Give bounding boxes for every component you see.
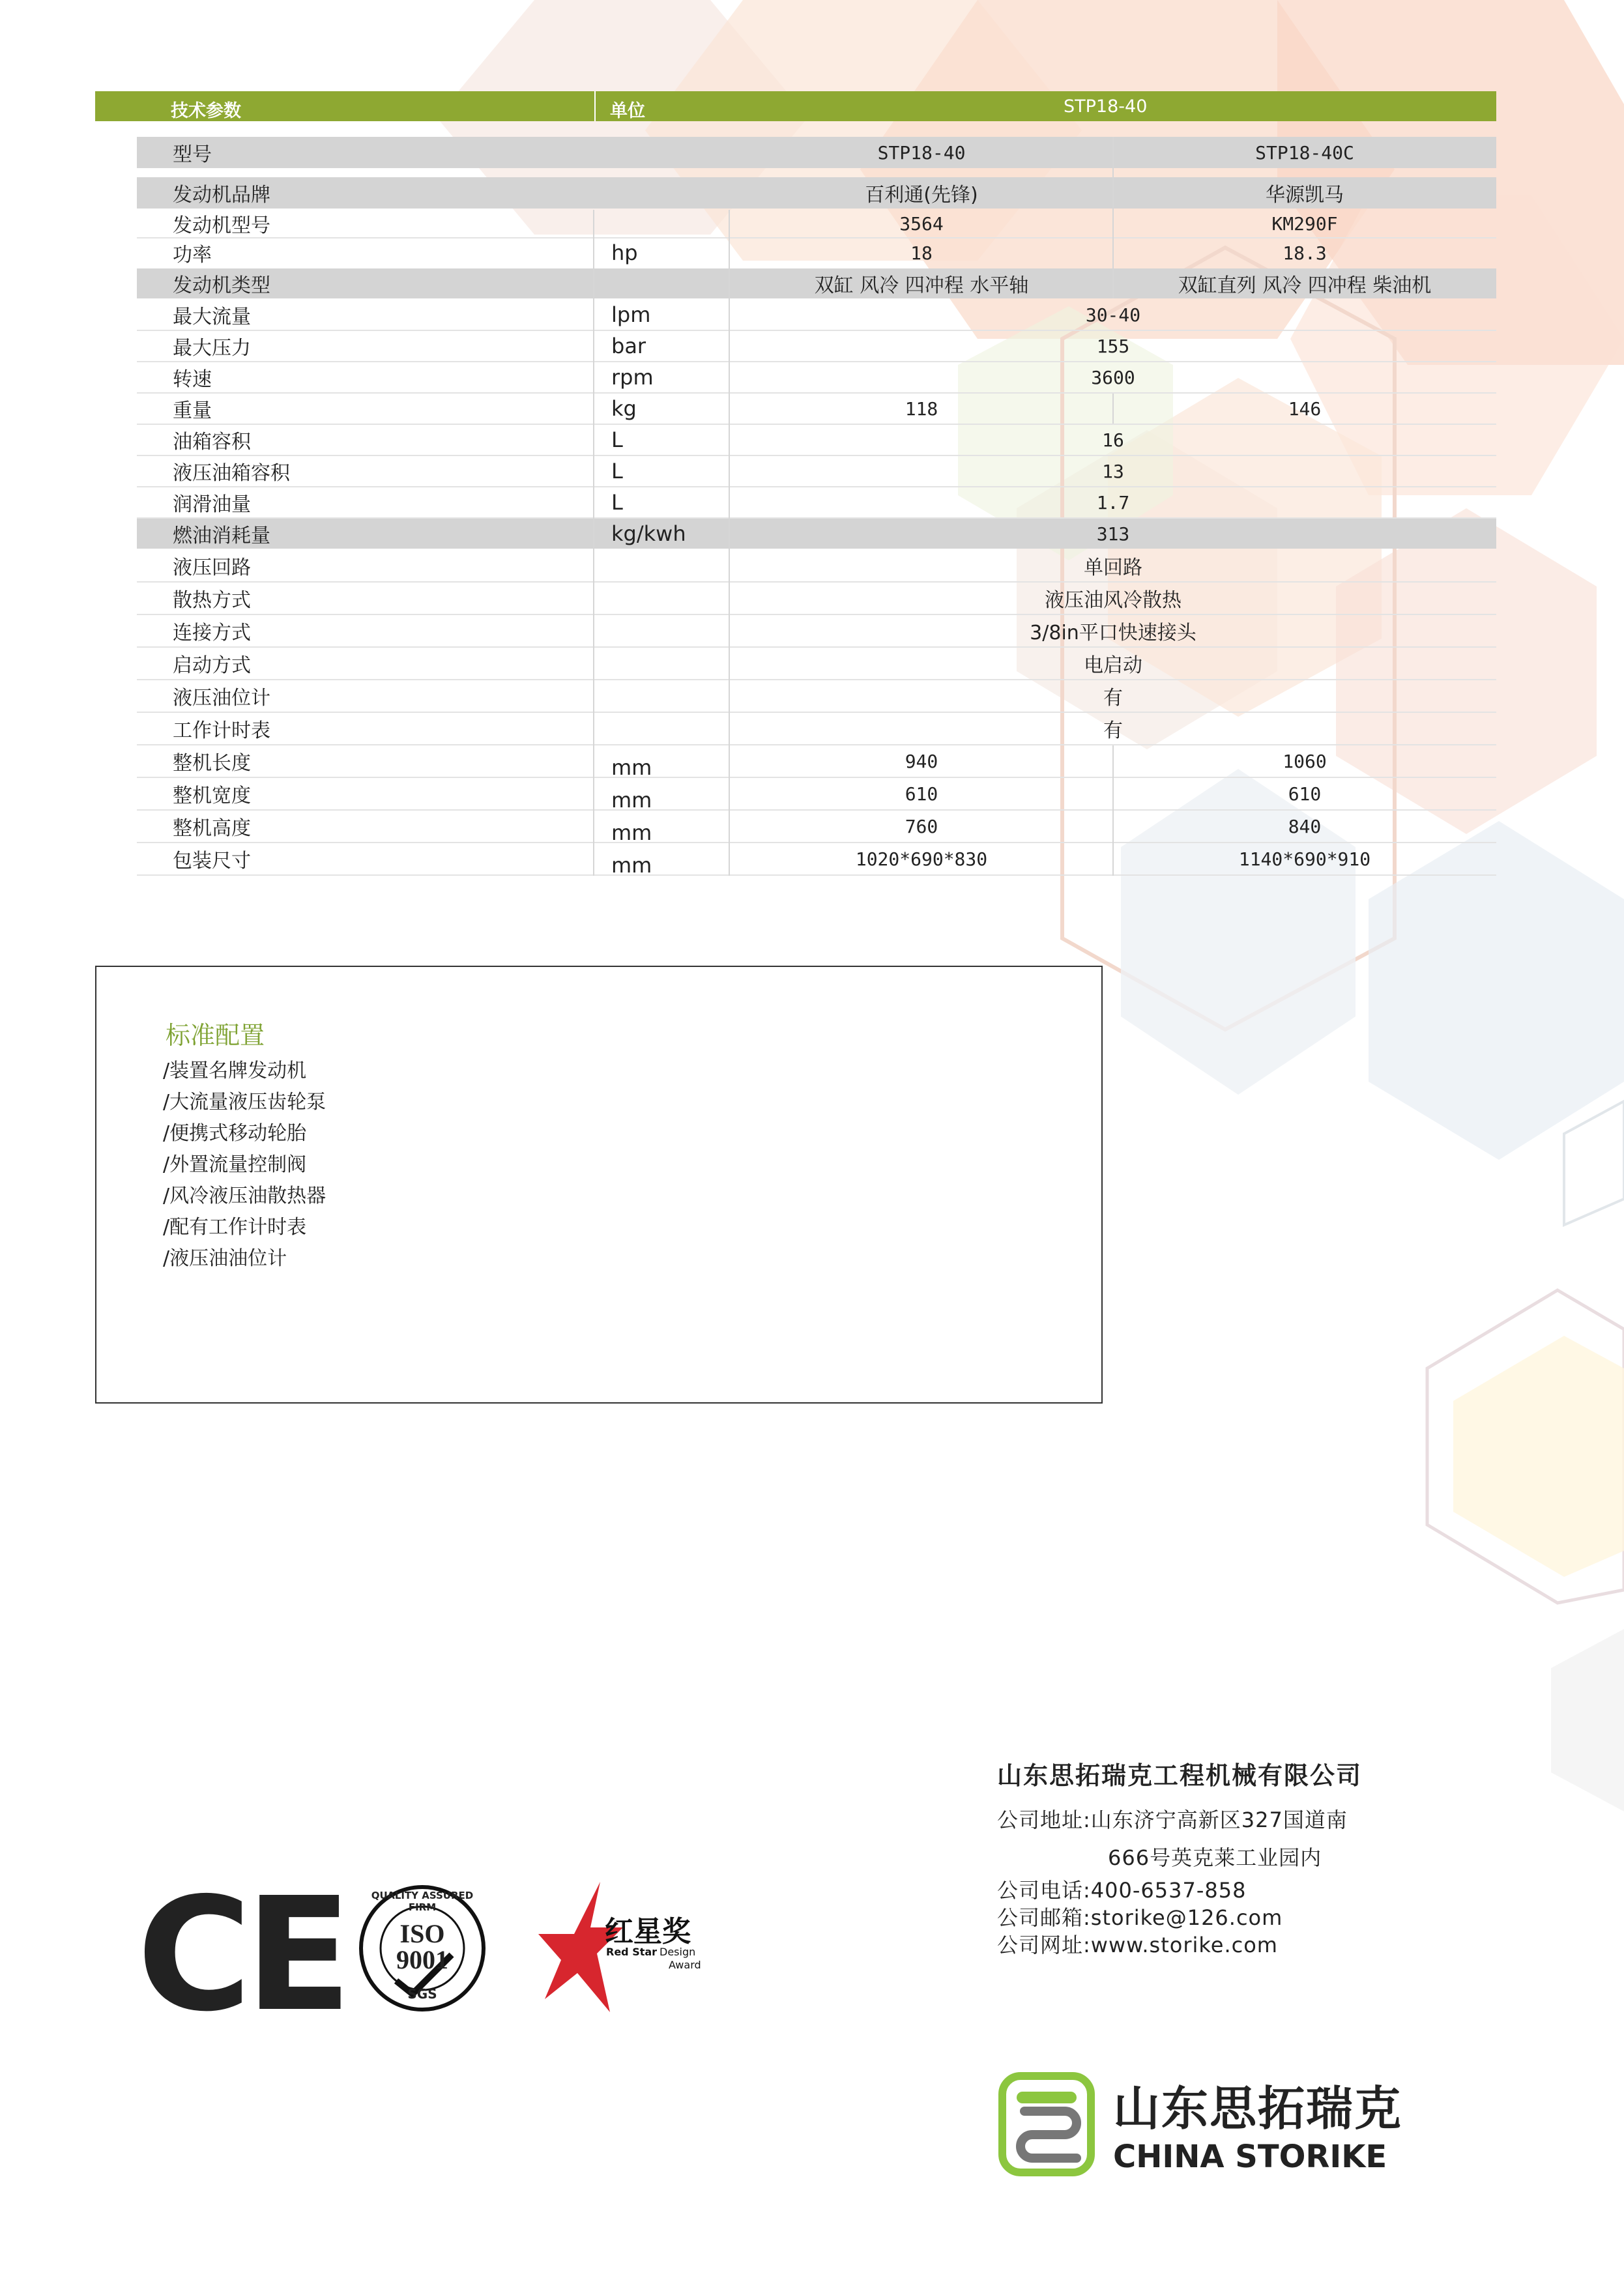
value-merged: 3600: [1091, 366, 1135, 388]
row-unit: kg: [611, 396, 637, 421]
company-email: 公司邮箱:storike@126.com: [997, 1905, 1283, 1930]
row-unit: L: [611, 490, 623, 515]
value-b: 840: [1288, 815, 1322, 837]
table-row: [137, 648, 1496, 680]
company-name: 山东思拓瑞克工程机械有限公司: [997, 1761, 1363, 1790]
storike-logo-icon: [998, 2072, 1095, 2176]
value-b: KM290F: [1271, 212, 1338, 235]
value-b: 146: [1288, 397, 1322, 420]
column-divider: [729, 210, 730, 876]
table-row: [137, 778, 1496, 811]
table-row: [137, 177, 1496, 209]
value-a: STP18-40: [877, 141, 966, 164]
value-merged: 有: [1103, 719, 1123, 742]
row-label: 工作计时表: [173, 719, 270, 742]
row-label: 液压油箱容积: [173, 462, 290, 485]
row-label: 整机长度: [173, 752, 251, 775]
row-unit: rpm: [611, 365, 654, 390]
table-row: [137, 331, 1496, 362]
row-label: 转速: [173, 368, 212, 391]
column-divider: [1112, 137, 1114, 298]
table-row: [137, 300, 1496, 331]
row-label: 发动机型号: [173, 214, 270, 237]
value-b: 1140*690*910: [1238, 848, 1371, 870]
row-label: 包装尺寸: [173, 850, 251, 872]
value-merged: 有: [1103, 687, 1123, 710]
value-a: 18: [910, 242, 933, 264]
row-label: 启动方式: [173, 654, 251, 677]
row-unit: mm: [611, 820, 652, 845]
value-a: 940: [905, 750, 938, 772]
config-list: [163, 1056, 326, 1275]
table-row: [137, 425, 1496, 456]
list-item: /大流量液压齿轮泵: [163, 1091, 326, 1114]
list-item: /配有工作计时表: [163, 1216, 307, 1239]
value-merged: 3/8in平口快速接头: [1030, 622, 1196, 644]
header-model: STP18-40: [1064, 96, 1148, 117]
iso-quality-text: QUALITY ASSURED FIRM: [371, 1890, 474, 1913]
value-merged: 液压油风冷散热: [1045, 589, 1182, 612]
row-label: 型号: [173, 143, 212, 166]
table-row: [137, 456, 1496, 487]
row-unit: L: [611, 459, 623, 483]
sgs-label: SGS: [407, 1986, 437, 2002]
row-unit: lpm: [611, 302, 651, 327]
value-merged: 1.7: [1096, 491, 1130, 513]
value-merged: 13: [1102, 460, 1124, 482]
company-address-2: 666号英克莱工业园内: [1108, 1845, 1322, 1870]
row-label: 最大流量: [173, 306, 251, 328]
row-label: 发动机品牌: [173, 184, 270, 207]
header-divider: [594, 91, 596, 121]
company-website: 公司网址:www.storike.com: [997, 1933, 1278, 1957]
header-unit: 单位: [610, 101, 645, 121]
list-item: /便携式移动轮胎: [163, 1122, 307, 1145]
row-label: 油箱容积: [173, 431, 251, 454]
row-label: 散热方式: [173, 589, 251, 612]
iso-label: ISO: [399, 1919, 445, 1948]
value-b: 1060: [1283, 750, 1327, 772]
column-divider: [593, 210, 594, 876]
value-a: 双缸 风冷 四冲程 水平轴: [814, 274, 1029, 297]
value-merged: 16: [1102, 429, 1124, 451]
red-star-en-2: Design: [660, 1946, 696, 1958]
row-unit: hp: [611, 240, 638, 265]
value-merged: 155: [1096, 335, 1130, 357]
row-unit: mm: [611, 853, 652, 878]
company-phone: 公司电话:400-6537-858: [997, 1878, 1247, 1903]
table-row: [137, 550, 1496, 583]
table-row: [137, 487, 1496, 519]
table-row: [137, 137, 1496, 168]
brand-name-en: CHINA STORIKE: [1113, 2139, 1387, 2175]
table-row: [137, 268, 1496, 298]
header-param: 技术参数: [171, 101, 241, 121]
row-label: 发动机类型: [173, 274, 270, 297]
brand-name-cn: 山东思拓瑞克: [1113, 2081, 1403, 2136]
table-row: [137, 615, 1496, 648]
row-unit: bar: [611, 334, 646, 358]
company-address-1: 公司地址:山东济宁高新区327国道南: [997, 1808, 1348, 1832]
value-a: 118: [905, 397, 938, 420]
table-row: [137, 583, 1496, 615]
column-divider: [1112, 394, 1114, 424]
row-label: 燃油消耗量: [173, 525, 270, 547]
table-row: [137, 210, 1496, 238]
list-item: /液压油油位计: [163, 1247, 287, 1270]
table-row: [137, 680, 1496, 713]
value-b: STP18-40C: [1255, 141, 1354, 164]
row-label: 液压油位计: [173, 687, 270, 710]
table-row: [137, 394, 1496, 425]
standard-config-box: [95, 966, 1103, 1404]
value-a: 1020*690*830: [855, 848, 988, 870]
row-unit: mm: [611, 788, 652, 813]
row-unit: L: [611, 427, 623, 452]
value-b: 华源凯马: [1266, 184, 1344, 207]
iso-number: 9001: [396, 1945, 448, 1974]
row-label: 润滑油量: [173, 493, 251, 516]
row-label: 连接方式: [173, 622, 251, 644]
row-unit: kg/kwh: [611, 521, 686, 546]
value-merged: 30-40: [1085, 304, 1141, 326]
iso-9001-badge-icon: [357, 1883, 487, 2013]
table-row: [137, 238, 1496, 267]
list-item: /风冷液压油散热器: [163, 1185, 326, 1207]
config-title: 标准配置: [166, 1021, 265, 1050]
row-label: 液压回路: [173, 556, 251, 579]
table-row: [137, 713, 1496, 745]
list-item: /装置名牌发动机: [163, 1060, 307, 1082]
row-label: 重量: [173, 399, 212, 422]
row-unit: mm: [611, 755, 652, 780]
spec-table-header: [95, 91, 1496, 121]
row-label: 整机宽度: [173, 785, 251, 807]
row-label: 功率: [173, 244, 212, 267]
table-row: [137, 811, 1496, 843]
red-star-cn: 红星奖: [605, 1915, 691, 1948]
list-item: /外置流量控制阀: [163, 1153, 307, 1176]
value-a: 760: [905, 815, 938, 837]
value-merged: 单回路: [1084, 556, 1142, 579]
value-merged: 313: [1096, 523, 1130, 545]
ce-mark-icon: CE: [137, 1864, 346, 2046]
value-a: 百利通(先锋): [865, 184, 978, 207]
table-row: [137, 519, 1496, 549]
value-a: 3564: [899, 212, 944, 235]
table-row: [137, 362, 1496, 394]
value-b: 双缸直列 风冷 四冲程 柴油机: [1178, 274, 1432, 297]
column-divider: [1112, 745, 1114, 876]
row-label: 最大压力: [173, 337, 251, 360]
value-a: 610: [905, 783, 938, 805]
value-b: 18.3: [1283, 242, 1327, 264]
red-star-award-icon: [538, 1882, 721, 2012]
table-row: [137, 745, 1496, 778]
red-star-en-3: Award: [669, 1959, 701, 1971]
row-label: 整机高度: [173, 817, 251, 840]
table-row: [137, 843, 1496, 876]
value-merged: 电启动: [1084, 654, 1142, 677]
red-star-en-1: Red Star: [606, 1946, 658, 1958]
value-b: 610: [1288, 783, 1322, 805]
